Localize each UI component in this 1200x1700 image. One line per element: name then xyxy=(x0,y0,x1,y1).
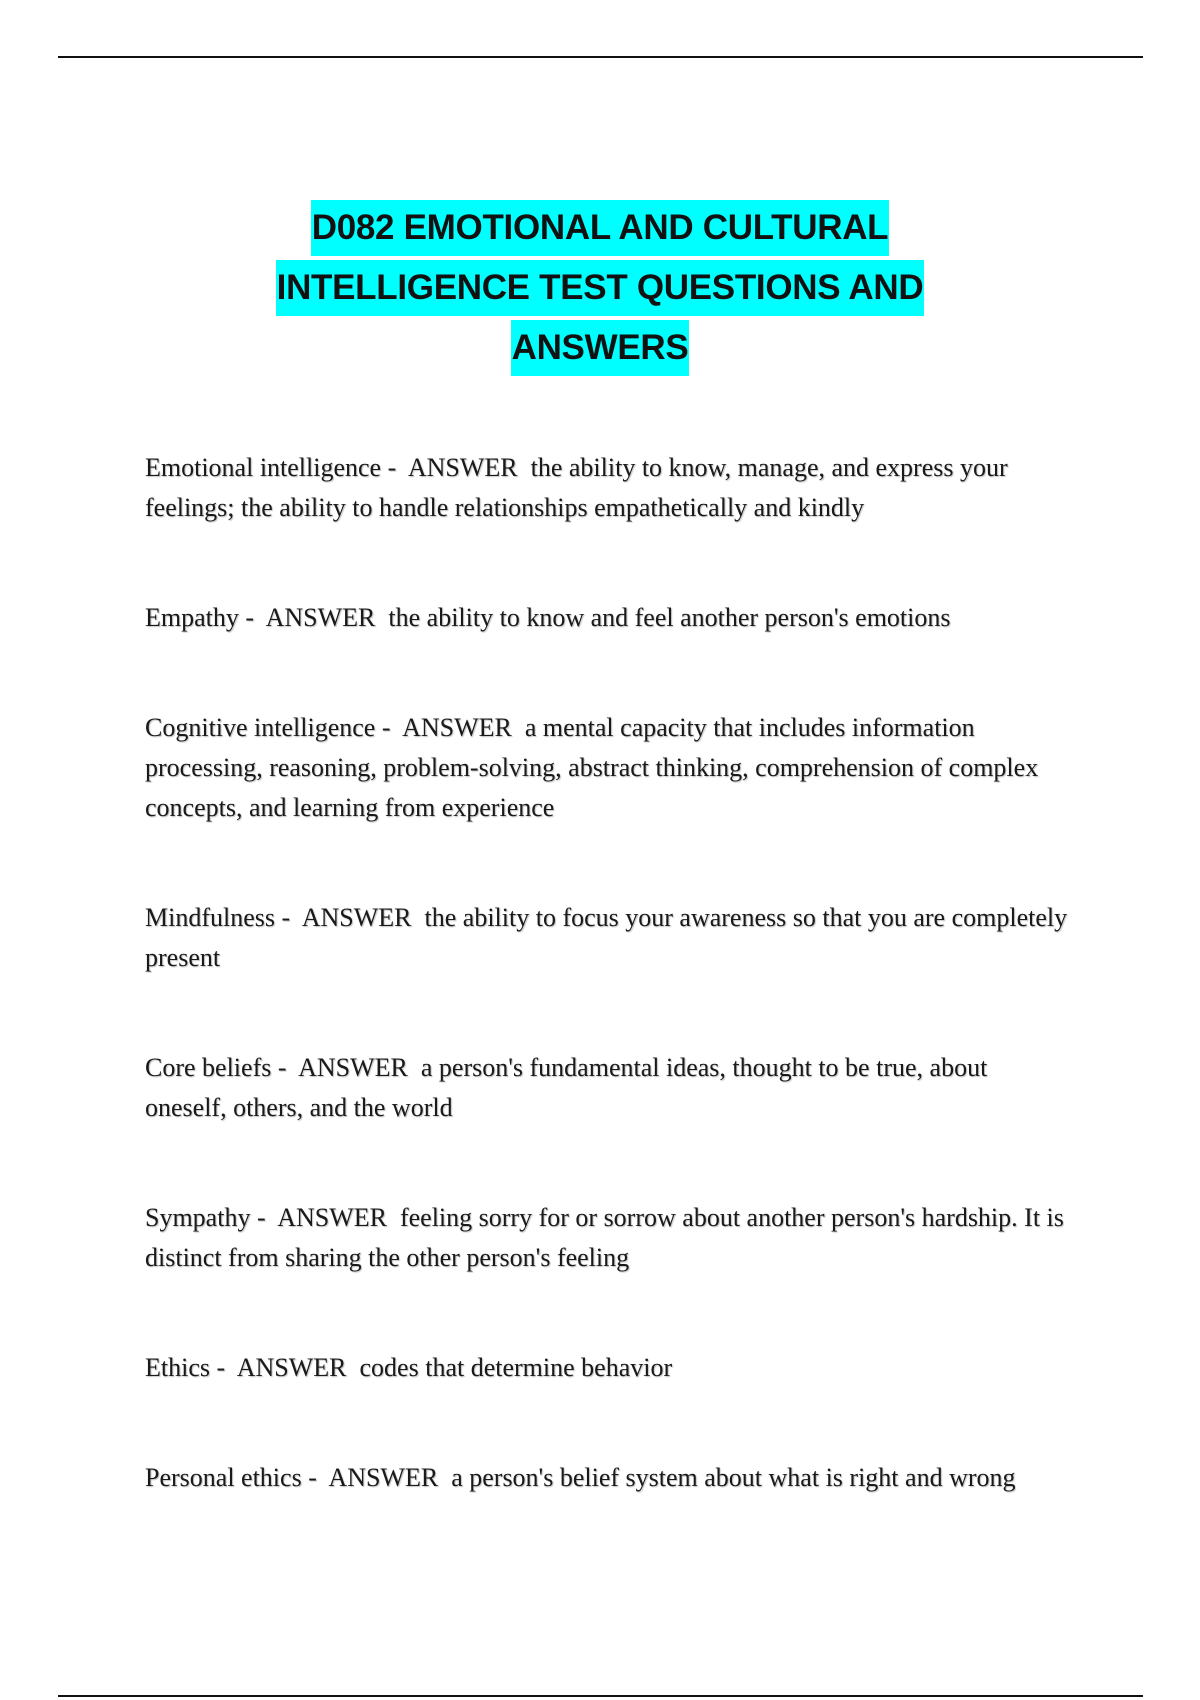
qa-entry: Empathy - ANSWER the ability to know and feel another person's emotions xyxy=(145,603,951,632)
answer-marker: ANSWER xyxy=(236,1353,347,1382)
entry-term: Core beliefs xyxy=(145,1053,272,1082)
answer-marker: ANSWER xyxy=(328,1463,439,1492)
qa-entry: Emotional intelligence - ANSWER the ability to know, manage, and express your feelings; the ability to handle relationships empathetically and kindly xyxy=(145,453,1008,522)
entry-definition: the ability to know and feel another person's emotions xyxy=(388,603,951,632)
qa-entry: Personal ethics - ANSWER a person's belief system about what is right and wrong xyxy=(145,1463,1016,1492)
entry-definition: feeling sorry for or sorrow about another person's hardship. It is distinct from sharing the other person's feeling xyxy=(145,1203,1064,1272)
title-line-2-text: INTELLIGENCE TEST QUESTIONS AND xyxy=(276,260,925,316)
entry-definition: codes that determine behavior xyxy=(359,1353,673,1382)
bottom-rule xyxy=(58,1695,1143,1697)
answer-marker: ANSWER xyxy=(301,903,412,932)
qa-entry: Ethics - ANSWER codes that determine behavior xyxy=(145,1353,673,1382)
entry-term: Empathy xyxy=(145,603,239,632)
entry-definition: the ability to focus your awareness so that you are completely present xyxy=(145,903,1068,972)
entry-definition: a mental capacity that includes information processing, reasoning, problem-solving, abstract thinking, comprehension of complex concepts, and learning from experience xyxy=(145,713,1039,822)
answer-marker: ANSWER xyxy=(265,603,376,632)
answer-marker: ANSWER xyxy=(402,713,512,742)
title-line-2 xyxy=(0,260,1200,320)
answer-marker: ANSWER xyxy=(407,453,518,482)
document-title xyxy=(0,200,1200,380)
title-line-3 xyxy=(0,320,1200,380)
entry-term: Sympathy xyxy=(145,1203,251,1232)
entry-definition: the ability to know, manage, and express your feelings; the ability to handle relationships empathetically and kindly xyxy=(145,453,1008,522)
entry-definition: a person's fundamental ideas, thought to be true, about oneself, others, and the world xyxy=(145,1053,988,1122)
answer-marker: ANSWER xyxy=(277,1203,387,1232)
title-line-3-text: ANSWERS xyxy=(511,320,690,376)
entry-term: Ethics xyxy=(145,1353,210,1382)
entry-term: Personal ethics xyxy=(145,1463,302,1492)
title-line-1-text: D082 EMOTIONAL AND CULTURAL xyxy=(311,200,890,256)
entry-definition: a person's belief system about what is right and wrong xyxy=(451,1463,1016,1492)
entry-term: Emotional intelligence xyxy=(145,453,382,482)
qa-entry: Mindfulness - ANSWER the ability to focus your awareness so that you are completely present xyxy=(145,903,1068,972)
qa-entry: Sympathy - ANSWER feeling sorry for or sorrow about another person's hardship. It is distinct from sharing the other person's feeling xyxy=(145,1203,1064,1272)
answer-marker: ANSWER xyxy=(298,1053,408,1082)
entry-term: Mindfulness xyxy=(145,903,275,932)
top-rule xyxy=(58,56,1143,58)
entry-term: Cognitive intelligence xyxy=(145,713,376,742)
qa-entry: Cognitive intelligence - ANSWER a mental capacity that includes information processing, reasoning, problem-solving, abstract thinking, comprehension of complex concepts, and learning from experience xyxy=(145,713,1039,822)
title-line-1 xyxy=(0,200,1200,260)
qa-list xyxy=(145,448,1075,1498)
qa-entry: Core beliefs - ANSWER a person's fundamental ideas, thought to be true, about oneself, others, and the world xyxy=(145,1053,988,1122)
